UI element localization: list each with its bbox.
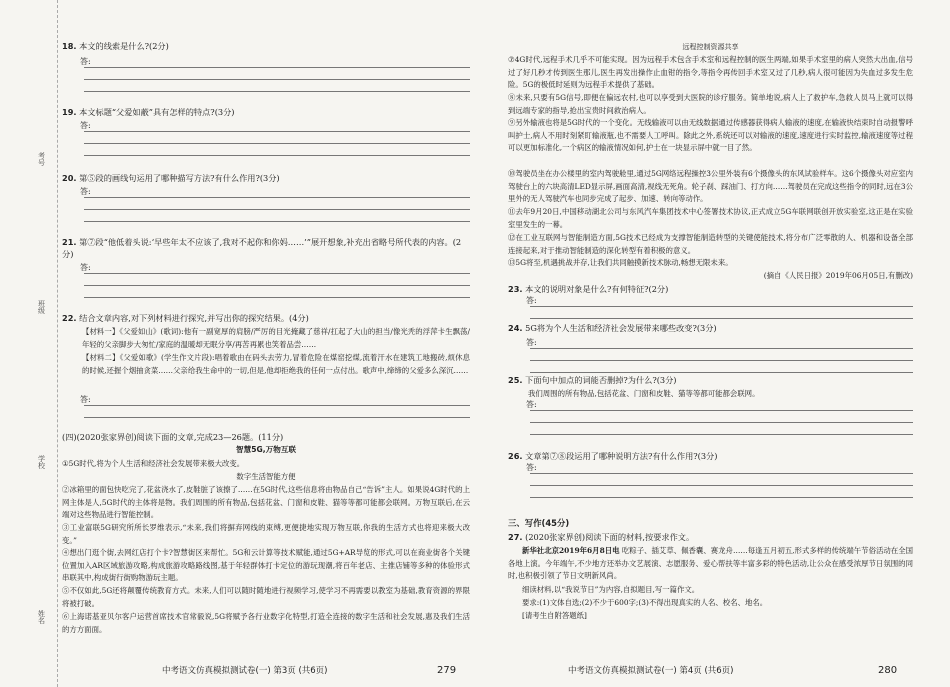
paragraph: ⑫在工业互联网与智能制造方面,5G技术已经成为支撑智能制造转型的关键使能技术,将分布广泛零散的人、机器和设备全部连接起来,对于推动智能制造的深化转型有着积极的意义。	[508, 233, 913, 255]
answer-line[interactable]	[84, 197, 470, 198]
page-right: 远程控制资源共享 ⑦4G时代,远程手术几乎不可能实现。因为远程手术包含手术室和远程控制的医生两端,如果手术室里的病人突然大出血,信号过了好几秒才传到医生那儿,医生再发出操作止血钳的指令,等指令再传回手术室又过了几秒,病人很可能因为失血过多发生危险。5G的极低时延则为远程手术提供了基础。 ⑧未来,只要有5G信号,即便在偏远农村,也可以享受到大医院的诊疗服务。简单地说,病人上了救护车,急救人员马上就可以得到远端专家的指导,抢出宝贵时间救治病人。 ⑨另外输液也将是5G时代的一个变化。无线输液可以由无线数据通过传感器获得病人输液的速度,在输液快结束时自动报警呼叫护士,病人不用时刻紧盯输液瓶,也不需要人工呼叫。除此之外,系统还可以对输液的速度,速度进行实时监控,输液速度等过程可以更加标准化,一个病区的输液情况如何,护士在一块显示屏中就一目了然。 ⑩驾驶员坐在办公楼里的室内驾驶舱里,通过5G网络远程操控3公里外装有6个摄像头的东风试验样车。这6个摄像头对应室内驾驶台上的六块高清LED显示屏,画面高清,视线无死角。轮子刹、踩油门、打方向……驾驶员在完成这些指令的同时,远在3公里外的无人驾驶汽车也同步完成了起步、加速、转向等动作。 ⑪去年9月20日,中国移动湖北公司与东风汽车集团技术中心签署技术协议,正式成立5G车联网联创开放实验室,这正是在实验室里发生的一幕。 ⑫在工业互联网与智能制造方面,5G技术已经成为支撑智能制造转型的关键使能技术,将分布广泛零散的人、机器和设备全部连接起来,对于推动智能制造的深化转型有着积极的意义。 ⑬5G将至,机遇挑战并存,让我们共同触摸新技术脉动,畅想无限未来。 (摘自《人民日报》2019年06月05日,有删改) 23. 本文的说明对象是什么?有何特征?(2分) 答: 24. 5G将为个人生活和经济社会发展带来哪些改变?(3分) 答: 25. 下面句中加点的词能否删掉?为什么?(3分) 我们周围的所有物品,包括花盆、门窗和皮鞋、猫等等都可能都会联网。 答: 26. 文章第⑦⑧段运用了哪种说明方法?有什么作用?(3分) 答: 三、写作(45分) 27. (2020张家界创)阅读下面的材料,按要求作文。 新华社北京2019年6月8日电 吃粽子、插艾草、佩香囊、赛龙舟……每逢五月初五,形式多样的传统端午节俗活动在全国各地上演。今年端午,不少地方还举办文艺展演、志愿服务、爱心帮扶等丰富多彩的特色活动,让公众在感受浓厚节日氛围的同时,也积极引领了节日文明新风尚。 细读材料,以“我说节日”为内容,自拟题目,写一篇作文。 要求:(1)文体自选;(2)不少于600字;(3)不得出现真实的人名、校名、地名。 [请考生自附答题纸] 中考语文仿真模拟测试卷(一) 第4页 (共6页) 280	[508, 43, 913, 676]
answer-line[interactable]	[84, 67, 470, 68]
passage-4-intro: (四)(2020张家界创)阅读下面的文章,完成23—26题。(11分)	[62, 432, 284, 442]
writing-section-title: 三、写作(45分)	[508, 518, 570, 528]
question-25: 25. 下面句中加点的词能否删掉?为什么?(3分)	[508, 375, 677, 385]
binding-margin	[0, 0, 58, 687]
question-19: 19. 本文标题“父爱如蔽”具有怎样的特点?(3分)	[62, 107, 235, 117]
answer-line[interactable]	[530, 306, 913, 307]
source-citation: (摘自《人民日报》2019年06月05日,有删改)	[763, 271, 913, 280]
quote-sentence: 我们周围的所有物品,包括花盆、门窗和皮鞋、猫等等都可能都会联网。	[528, 389, 760, 398]
label-kaohao: 考号	[37, 152, 46, 166]
paragraph: ⑨另外输液也将是5G时代的一个变化。无线输液可以由无线数据通过传感器获得病人输液的速度,在输液快结束时自动报警呼叫护士,病人不用时刻紧盯输液瓶,也不需要人工呼叫。除此之外,系统还可以对输液的速度,速度进行实时监控,输液速度等过程可以更加标准化,一个病区的输液情况如何,护士在一块显示屏中就一目了然。	[508, 118, 913, 153]
label-banji: 班级	[37, 300, 46, 314]
answer-line[interactable]	[530, 372, 913, 373]
answer-line[interactable]	[530, 360, 913, 361]
question-23: 23. 本文的说明对象是什么?有何特征?(2分)	[508, 284, 669, 294]
label-xingming: 姓名	[37, 610, 46, 624]
writing-material	[508, 545, 913, 583]
page-header: 远程控制资源共享	[682, 43, 739, 51]
material-2: 【材料二】《父爱如歌》(学生作文片段):唱着歌由在码头去劳力,冒着危险在煤窑挖煤,流着汗水在建筑工地搬砖,烦休息的时候,还握个烟抽贪菜……父亲给我生命中的一切,但是,他却拒绝我的任何一点付出。歌声中,缔缔的父爱多么深沉……	[82, 353, 470, 375]
answer-line[interactable]	[84, 297, 470, 298]
label-xuexiao: 学校	[37, 455, 46, 469]
writing-task: 细读材料,以“我说节日”为内容,自拟题目,写一篇作文。	[522, 585, 700, 594]
writing-requirements: 要求:(1)文体自选;(2)不少于600字;(3)不得出现真实的人名、校名、地名。	[522, 598, 768, 607]
question-20: 20. 第⑤段的画线句运用了哪种描写方法?有什么作用?(3分)	[62, 173, 280, 183]
passage-title: 智慧5G,万物互联	[236, 445, 296, 454]
answer-line[interactable]	[530, 434, 913, 435]
answer-line[interactable]	[84, 417, 470, 418]
paragraph: ⑦4G时代,远程手术几乎不可能实现。因为远程手术包含手术室和远程控制的医生两端,如果手术室里的病人突然大出血,信号过了好几秒才传到医生那儿,医生再发出操作止血钳的指令,等指令再传回手术室又过了几秒,病人很可能因为失血过多发生危险。5G的极低时延则为远程手术提供了基础。	[508, 55, 913, 90]
page-number: 280	[878, 665, 898, 676]
question-21: 21. 第⑦段“他低着头说:‘早些年太不应该了,我对不起你和你妈……’”展开想象,补充出省略号所代表的内容。(2分)	[62, 237, 462, 259]
answer-line[interactable]	[84, 273, 470, 274]
paragraph: ⑧未来,只要有5G信号,即便在偏远农村,也可以享受到大医院的诊疗服务。简单地说,病人上了救护车,急救人员马上就可以得到远端专家的指导,抢出宝贵时间救治病人。	[508, 93, 913, 115]
material-text: 吃粽子、插艾草、佩香囊、赛龙舟……每逢五月初五,形式多样的传统端午节俗活动在全国各地上演。今年端午,不少地方还举办文艺展演、志愿服务、爱心帮扶等丰富多彩的特色活动,让公众在感受浓厚节日氛围的同时,也积极引领了节日文明新风尚。	[508, 546, 913, 581]
answer-line[interactable]	[84, 91, 470, 92]
question-22: 22. 结合文章内容,对下列材料进行探究,并写出你的探究结果。(4分)	[62, 313, 309, 323]
answer-line[interactable]	[84, 131, 470, 132]
material-lead: 新华社北京2019年6月8日电	[522, 546, 620, 555]
writing-note: [请考生自附答题纸]	[522, 611, 587, 620]
answer-line[interactable]	[84, 285, 470, 286]
paragraph: ③工业富联5G研究所所长罗维表示,“未来,我们将摒弃网线的束缚,更便捷地实现万物互联,你我的生活方式也将迎来极大改变。”	[62, 523, 470, 545]
paragraph: ⑬5G将至,机遇挑战并存,让我们共同触摸新技术脉动,畅想无限未来。	[508, 258, 733, 267]
paragraph: ⑩驾驶员坐在办公楼里的室内驾驶舱里,通过5G网络远程操控3公里外装有6个摄像头的东风试验样车。这6个摄像头对应室内驾驶台上的六块高清LED显示屏,画面高清,视线无死角。轮子刹、踩油门、打方向……驾驶员在完成这些指令的同时,远在3公里外的无人驾驶汽车也同步完成了起步、加速、转向等动作。	[508, 169, 913, 204]
question-24: 24. 5G将为个人生活和经济社会发展带来哪些改变?(3分)	[508, 323, 717, 333]
question-26: 26. 文章第⑦⑧段运用了哪种说明方法?有什么作用?(3分)	[508, 451, 718, 461]
paragraph: ⑪去年9月20日,中国移动湖北公司与东风汽车集团技术中心签署技术协议,正式成立5G车联网联创开放实验室,这正是在实验室里发生的一幕。	[508, 207, 913, 229]
answer-line[interactable]	[530, 348, 913, 349]
paragraph: ②冰箱里的面包快吃完了,花盆浇水了,皮鞋脏了该擦了……在5G时代,这些信息将由物品自己“告诉”主人。如果说4G时代的上网主体是人,5G时代的主体将是物。我们周围的所有物品,包括花盆、门窗和皮鞋、猫等等都可能都会联网。万物互联后,在云端对这些物品进行智能控制。	[62, 485, 470, 520]
answer-line[interactable]	[84, 221, 470, 222]
page-footer: 中考语文仿真模拟测试卷(一) 第3页 (共6页)	[162, 666, 328, 676]
subheading: 数字生活智能方便	[236, 472, 296, 481]
material-1: 【材料一】《父爱如山》(歌词):他有一副宽厚的肩膀/严厉的目光掩藏了慈祥/扛起了大山的担当/像光秃的浮萍卡生飘荡/年轻的父亲脚步大匆忙/家庭的温暖却无眠分享/再苦再累也笑着品尝……	[82, 327, 470, 349]
answer-line[interactable]	[530, 410, 913, 411]
page-number: 279	[437, 665, 457, 676]
answer-line[interactable]	[84, 405, 470, 406]
answer-line[interactable]	[530, 422, 913, 423]
page-footer: 中考语文仿真模拟测试卷(一) 第4页 (共6页)	[568, 666, 734, 676]
paragraph: ⑥上海诺基亚贝尔客户运营首席技术官常毅说,5G将赋予各行业数字化特型,打造全连接的数字生活和社会发展,惠及我们生活的方方面面。	[62, 612, 470, 634]
answer-line[interactable]	[84, 143, 470, 144]
paragraph: ①5G时代,将为个人生活和经济社会发展带来极大改变。	[62, 459, 245, 468]
answer-line[interactable]	[84, 155, 470, 156]
question-18: 18. 本文的线索是什么?(2分)	[62, 41, 169, 51]
question-27: 27. (2020张家界创)阅读下面的材料,按要求作文。	[508, 532, 695, 542]
answer-line[interactable]	[530, 485, 913, 486]
page-left: 18. 本文的线索是什么?(2分) 答: 19. 本文标题“父爱如蔽”具有怎样的特点?(3分) 答: 20. 第⑤段的画线句运用了哪种描写方法?有什么作用?(3分) 答: 21. 第⑦段“他低着头说:‘早些年太不应该了,我对不起你和你妈……’”展开想象,补充出省略号所代表的内容。(2分) 答: 22. 结合文章内容,对下列材料进行探究,并写出你的探究结果。(4分) 【材料一】《父爱如山》(歌词):他有一副宽厚的肩膀/严厉的目光掩藏了慈祥/扛起了大山的担当/像光秃的浮萍卡生飘荡/年轻的父亲脚步大匆忙/家庭的温暖却无眠分享/再苦再累也笑着品尝…… 【材料二】《父爱如歌》(学生作文片段):唱着歌由在码头去劳力,冒着危险在煤窑挖煤,流着汗水在建筑工地搬砖,烦休息的时候,还握个烟抽贪菜……父亲给我生命中的一切,但是,他却拒绝我的任何一点付出。歌声中,缔缔的父爱多么深沉…… 答: (四)(2020张家界创)阅读下面的文章,完成23—26题。(11分) 智慧5G,万物互联 ①5G时代,将为个人生活和经济社会发展带来极大改变。 数字生活智能方便 ②冰箱里的面包快吃完了,花盆浇水了,皮鞋脏了该擦了……在5G时代,这些信息将由物品自己“告诉”主人。如果说4G时代的上网主体是人,5G时代的主体将是物。我们周围的所有物品,包括花盆、门窗和皮鞋、猫等等都可能都会联网。万物互联后,在云端对这些物品进行智能控制。 ③工业富联5G研究所所长罗维表示,“未来,我们将摒弃网线的束缚,更便捷地实现万物互联,你我的生活方式也将迎来极大改变。” ④想出门逛个街,去网红店打个卡?智慧街区来帮忙。5G和云计算等技术赋能,通过5G+AR导览的形式,可以在商业街各个关键位置加入AR区域旅游攻略,构成旅游攻略路线图,基于年轻群体打卡定位的游玩现潮,将百年老店、主推店铺等多种的体验形式串联其中,构成街行街购物游玩主题。 ⑤不仅如此,5G还将颠覆传统教育方式。未来,人们可以随时随地进行视频学习,使学习不再需要以教室为基础,教育资源的界限将被打破。 ⑥上海诺基亚贝尔客户运营首席技术官常毅说,5G将赋予各行业数字化特型,打造全连接的数字生活和社会发展,惠及我们生活的方方面面。 中考语文仿真模拟测试卷(一) 第3页 (共6页) 279	[62, 41, 470, 676]
answer-line[interactable]	[84, 209, 470, 210]
answer-line[interactable]	[530, 473, 913, 474]
answer-line[interactable]	[530, 318, 913, 319]
answer-line[interactable]	[530, 497, 913, 498]
paragraph: ⑤不仅如此,5G还将颠覆传统教育方式。未来,人们可以随时随地进行视频学习,使学习不再需要以教室为基础,教育资源的界限将被打破。	[62, 586, 470, 608]
paragraph: ④想出门逛个街,去网红店打个卡?智慧街区来帮忙。5G和云计算等技术赋能,通过5G+AR导览的形式,可以在商业街各个关键位置加入AR区域旅游攻略,构成旅游攻略路线图,基于年轻群体打卡定位的游玩现潮,将百年老店、主推店铺等多种的体验形式串联其中,构成街行街购物游玩主题。	[62, 548, 470, 583]
answer-line[interactable]	[84, 79, 470, 80]
